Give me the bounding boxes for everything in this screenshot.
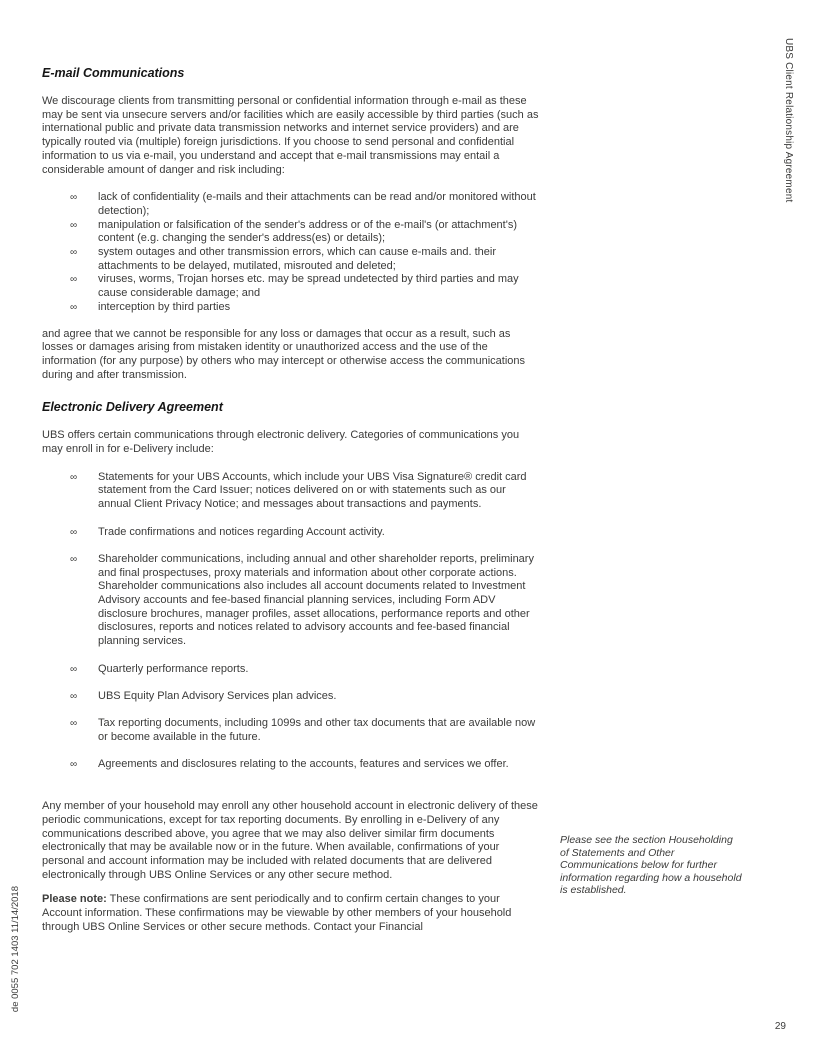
list-item-text: viruses, worms, Trojan horses etc. may be spread undetected by third parties and may cause considerable damage; and [98, 273, 519, 300]
list-item [42, 690, 540, 704]
note-text: These confirmations are sent periodically and to confirm certain changes to your Account information. These confirmations may be viewable by other members of your household through UBS Online Services or other secure methods. Contact your Financial [42, 893, 512, 933]
email-outro-paragraph: and agree that we cannot be responsible for any loss or damages that occur as a result, such as losses or damages arising from mistaken identity or unauthorized access and the use of the information (for any purpose) by others who may intercept or otherwise access the communications during and after transmission. [42, 327, 525, 381]
side-label-right: UBS Client Relationship Agreement [783, 38, 794, 203]
email-intro-paragraph: We discourage clients from transmitting personal or confidential information through e-mail as these may be sent via unsecure servers and/or facilities which are easily accessible by third parties (such as international public and private data transmission networks and internet service providers) and are typically routed via (multiple) foreign jurisdictions. If you choose to send personal and confidential information to us via e-mail, you understand and accept that e-mail transmissions may entail a considerable amount of danger and risk including: [42, 95, 539, 176]
list-item-text: lack of confidentiality (e-mails and their attachments can be read and/or monitored without detection); [98, 191, 536, 217]
list-item-text: Agreements and disclosures relating to the accounts, features and services we offer. [98, 758, 509, 771]
bullet-icon: ∞ [70, 718, 78, 730]
bullet-icon: ∞ [70, 219, 78, 231]
bullet-icon: ∞ [70, 663, 78, 675]
bullet-icon: ∞ [70, 471, 78, 483]
list-item-text: Statements for your UBS Accounts, which include your UBS Visa Signature® credit card statement from the Card Issuer; notices delivered on or with statements such as our annual Client Privacy Notice; and messages about transactions and payments. [98, 470, 527, 511]
bullet-icon: ∞ [70, 192, 78, 204]
list-item-text: Shareholder communications, including annual and other shareholder reports, preliminary and final prospectuses, proxy materials and information about other corporate actions. Shareholder communications also includes all account documents related to Investment Advisory accounts and fee-based financial planning services, including Form ADV disclosure brochures, manager profiles, asset allocations, performance reports and other disclosures, reports and notices related to advisory accounts and fee-based financial planning services. [98, 552, 534, 648]
list-item [42, 663, 540, 677]
section-heading-email-communications: E-mail Communications [42, 66, 185, 80]
section-heading-electronic-delivery: Electronic Delivery Agreement [42, 400, 223, 415]
list-item-text: UBS Equity Plan Advisory Services plan advices. [98, 689, 337, 702]
note-paragraph [42, 893, 540, 934]
bullet-icon: ∞ [70, 759, 78, 771]
list-item [42, 219, 540, 246]
main-content [42, 66, 540, 934]
list-item [42, 717, 540, 744]
bullet-icon: ∞ [70, 301, 78, 313]
list-item [42, 246, 540, 273]
list-item [42, 758, 540, 772]
page-number: 29 [774, 1021, 786, 1032]
list-item-text: manipulation or falsification of the sender's address or of the e-mail's (or attachment's) content (e.g. changing the sender's address(es) or details); [98, 218, 517, 245]
list-item [42, 191, 540, 218]
edelivery-intro-paragraph: UBS offers certain communications through electronic delivery. Categories of communications you may enroll in for e-Delivery include: [42, 429, 520, 456]
bullet-icon: ∞ [70, 247, 78, 259]
list-item-text: Quarterly performance reports. [98, 662, 249, 675]
list-item [42, 301, 540, 315]
bullet-icon: ∞ [70, 553, 78, 565]
note-label: Please note: [42, 893, 107, 906]
list-item-text: Trade confirmations and notices regarding Account activity. [98, 525, 385, 538]
edelivery-bullet-list [42, 471, 540, 772]
list-item-text: system outages and other transmission errors, which can cause e-mails and. their attachments to be delayed, mutilated, misrouted and deleted; [98, 246, 497, 272]
list-item-text: Tax reporting documents, including 1099s and other tax documents that are available now or become available in the future. [98, 717, 536, 744]
list-item [42, 526, 540, 540]
list-item [42, 553, 540, 649]
bullet-icon: ∞ [70, 690, 78, 702]
side-label-left: de 0055 702 1403 11/14/2018 [10, 885, 21, 1012]
list-item [42, 273, 540, 300]
margin-note: Please see the section Householding of Statements and Other Communications below for further information regarding how a household is established. [560, 834, 742, 897]
email-bullet-list [42, 191, 540, 314]
bullet-icon: ∞ [70, 274, 78, 286]
list-item [42, 471, 540, 512]
list-item-text: interception by third parties [98, 300, 231, 313]
bullet-icon: ∞ [70, 526, 78, 538]
household-paragraph: Any member of your household may enroll any other household account in electronic delivery of these periodic communications, except for tax reporting documents. By enrolling in e-Delivery of any communications described above, you agree that we may also deliver similar firm documents electronically that may be available now or in the future. When available, confirmations of your personal and account information may be included with related documents that are delivered electronically through UBS Online Services or any other secure method. [42, 800, 538, 881]
